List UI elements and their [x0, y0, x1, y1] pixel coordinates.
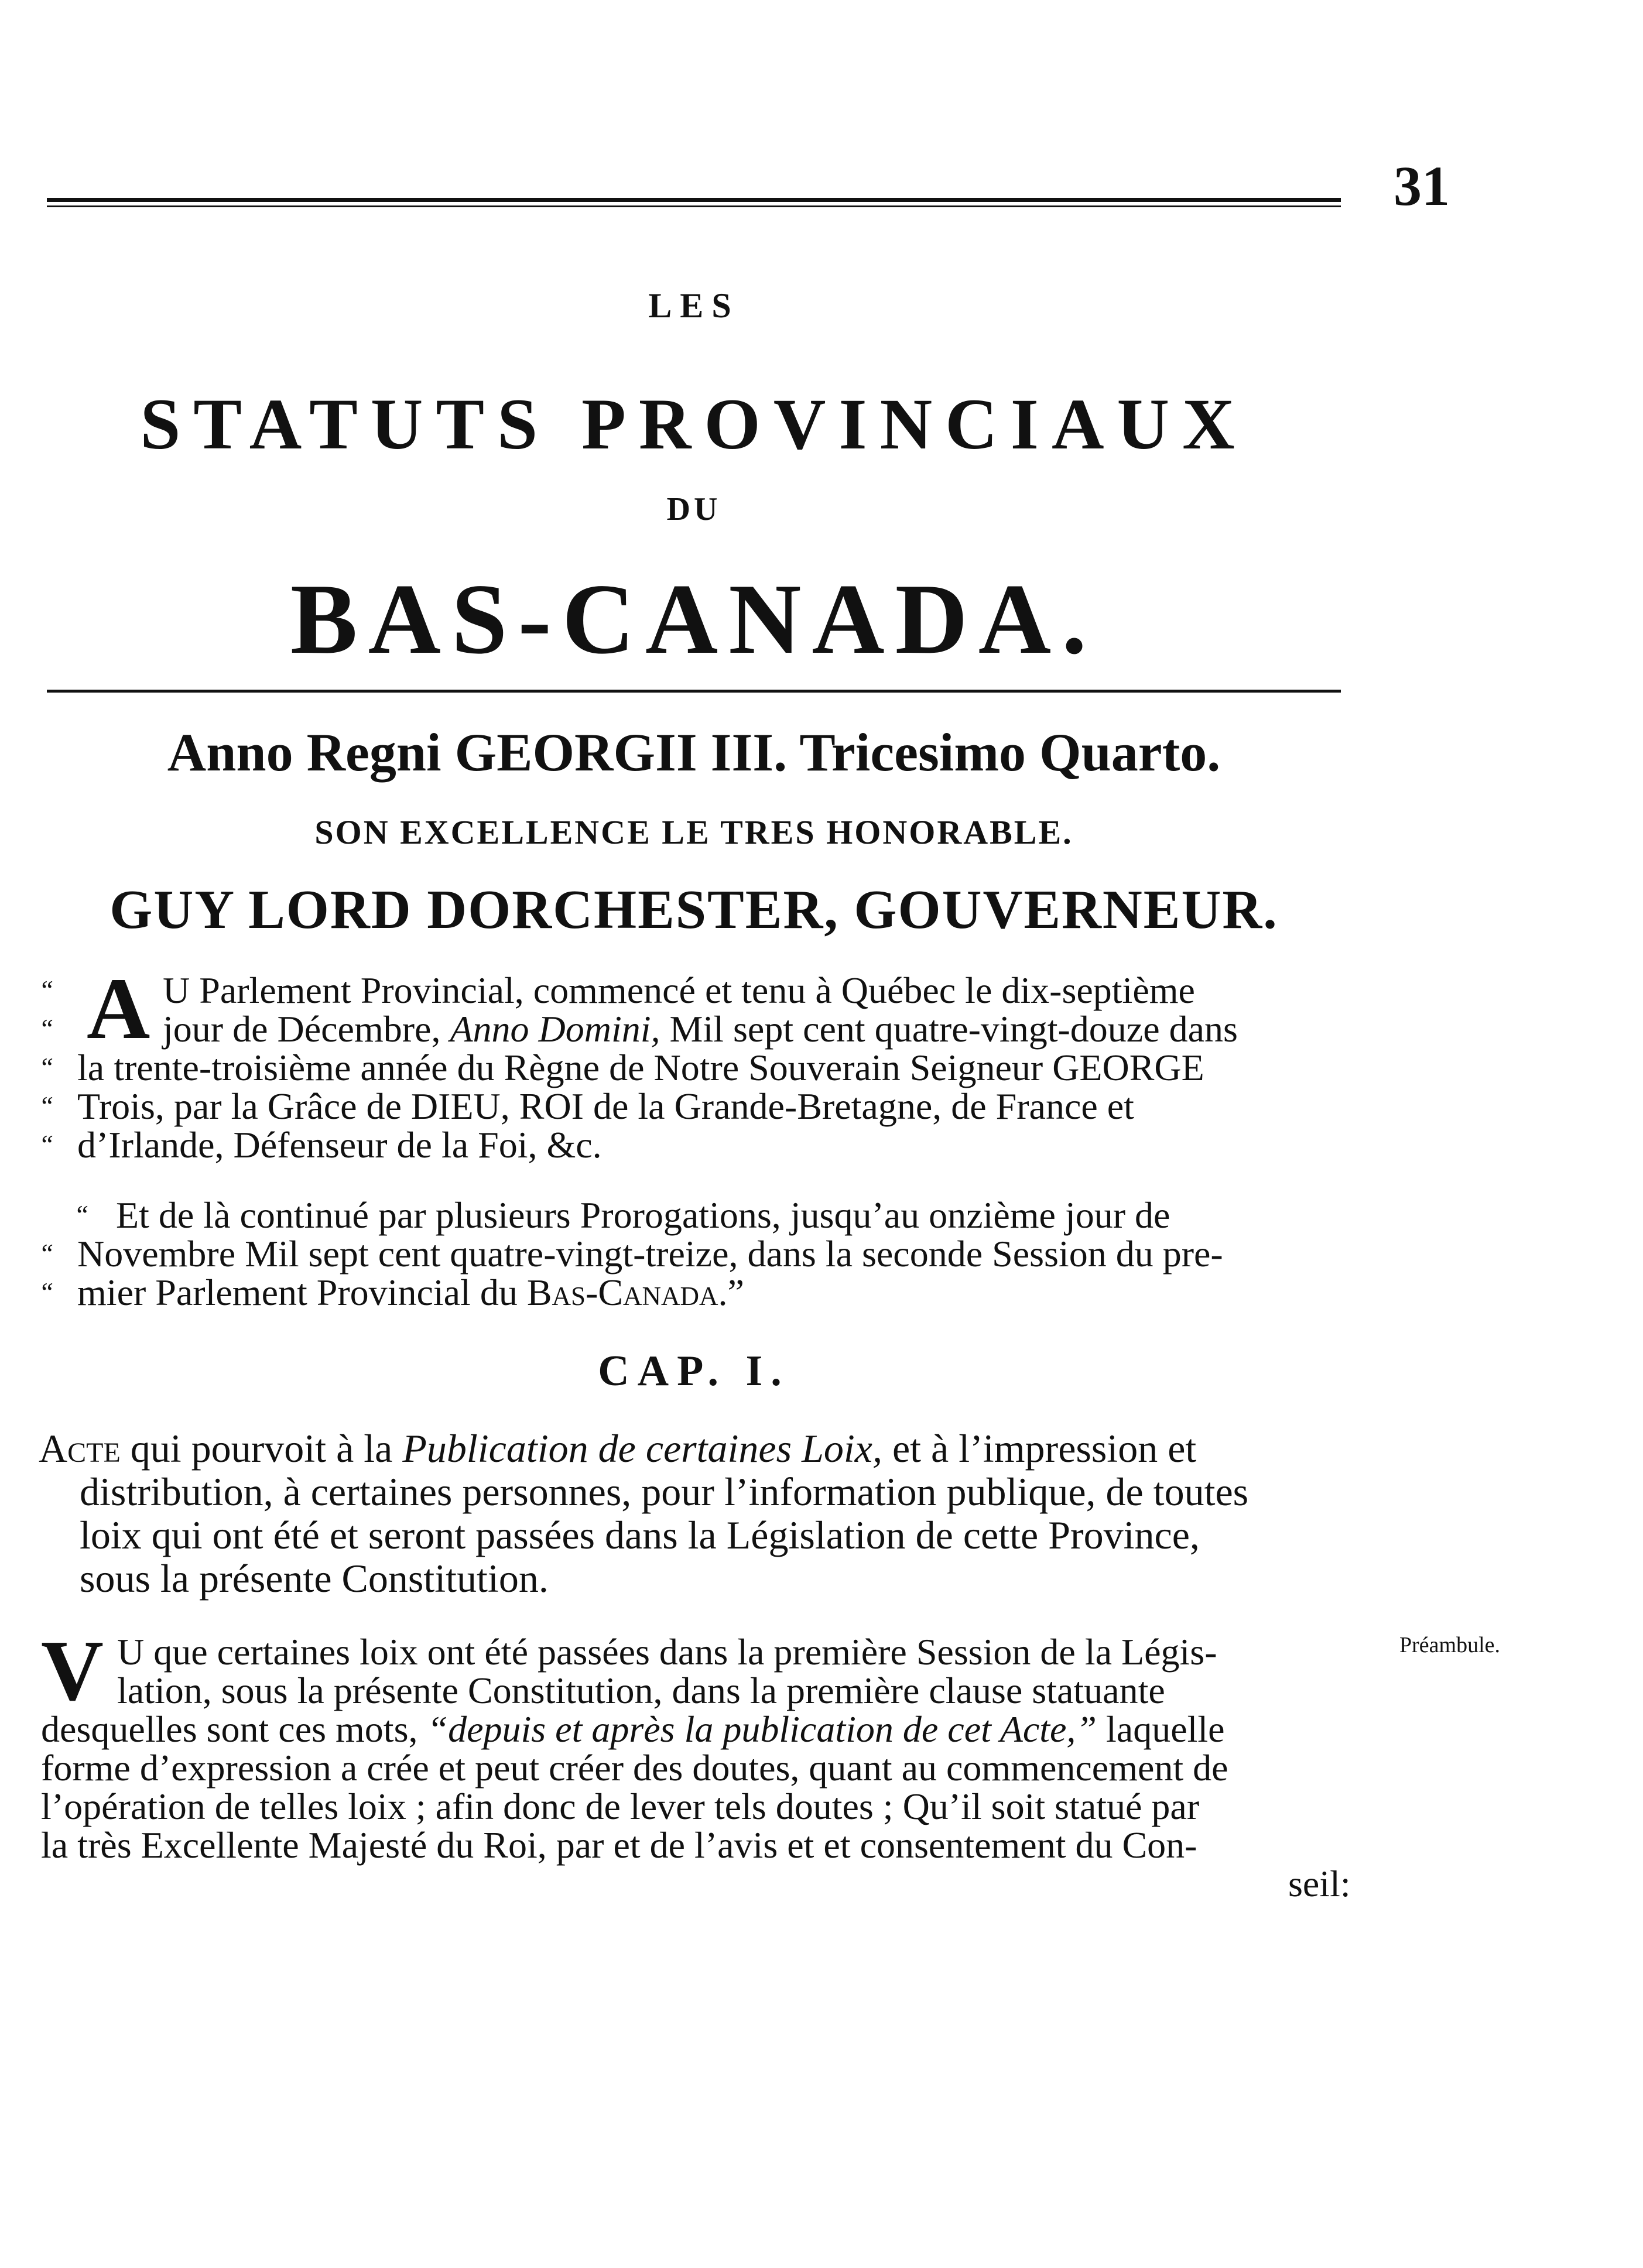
catchword: seil:	[1288, 1863, 1351, 1904]
intro-line-3: la trente-troisième année du Règne de Notre Souverain Seigneur GEORGE	[77, 1047, 1204, 1088]
prorogation-line-3: mier Parlement Provincial du Bas-Canada.”	[77, 1272, 744, 1313]
preamble-line-5: l’opération de telles loix ; afin donc de lever tels doutes ; Qu’il soit statué par	[41, 1786, 1200, 1827]
intro-line-2: jour de Décembre, Anno Domini, Mil sept cent quatre-vingt-douze dans	[163, 1008, 1238, 1050]
act-line-2: distribution, à certaines personnes, pour l’information publique, de toutes	[80, 1469, 1249, 1514]
title-les: LES	[648, 286, 740, 325]
quote-mark: “	[39, 1091, 54, 1121]
title-bas-canada: BAS-CANADA.	[290, 564, 1098, 675]
prorogation-line-1: Et de là continué par plusieurs Prorogations, jusqu’au onzième jour de	[116, 1194, 1170, 1236]
prorogation-line-2: Novembre Mil sept cent quatre-vingt-treize, dans la seconde Session du pre-	[77, 1233, 1223, 1275]
act-line-1: Acte qui pourvoit à la Publication de certaines Loix, et à l’impression et	[39, 1426, 1197, 1471]
dropcap-v: V	[41, 1623, 104, 1719]
reign-heading: Anno Regni GEORGII III. Tricesimo Quarto.	[167, 722, 1221, 782]
preamble-line-4: forme d’expression a crée et peut créer des doutes, quant au commencement de	[41, 1747, 1228, 1789]
quote-mark: “	[74, 1200, 89, 1229]
governor-heading: GUY LORD DORCHESTER, GOUVERNEUR.	[109, 879, 1278, 940]
intro-line-4: Trois, par la Grâce de DIEU, ROI de la Grande-Bretagne, de France et	[77, 1085, 1134, 1127]
title-du: DU	[666, 491, 721, 527]
preamble-line-1: U que certaines loix ont été passées dans la première Session de la Légis-	[117, 1631, 1217, 1673]
header-double-rule	[47, 198, 1341, 207]
preamble-line-2: lation, sous la présente Constitution, dans la première clause statuante	[117, 1670, 1165, 1711]
act-line-4: sous la présente Constitution.	[80, 1556, 549, 1601]
quote-mark: “	[39, 1129, 54, 1159]
quote-mark: “	[39, 1052, 54, 1082]
act-line-3: loix qui ont été et seront passées dans la Législation de cette Province,	[80, 1513, 1200, 1557]
quote-mark: “	[39, 1013, 54, 1043]
title-statuts-provinciaux: STATUTS PROVINCIAUX	[140, 384, 1248, 464]
chapter-heading: CAP. I.	[598, 1347, 790, 1395]
title-rule	[47, 690, 1341, 693]
quote-mark: “	[39, 975, 54, 1005]
excellence-heading: SON EXCELLENCE LE TRES HONORABLE.	[314, 813, 1073, 851]
preamble-line-6: la très Excellente Majesté du Roi, par et de l’avis et et consentement du Con-	[41, 1824, 1197, 1866]
quote-mark: “	[39, 1277, 54, 1307]
dropcap-a: A	[87, 960, 150, 1057]
preamble-line-3: desquelles sont ces mots, “depuis et après la publication de cet Acte,” laquelle	[41, 1708, 1225, 1750]
marginal-note-preambule: Préambule.	[1399, 1633, 1501, 1657]
intro-line-5: d’Irlande, Défenseur de la Foi, &c.	[77, 1124, 602, 1166]
intro-line-1: U Parlement Provincial, commencé et tenu à Québec le dix-septième	[163, 969, 1195, 1011]
page-number: 31	[1394, 155, 1450, 217]
quote-mark: “	[39, 1238, 54, 1268]
